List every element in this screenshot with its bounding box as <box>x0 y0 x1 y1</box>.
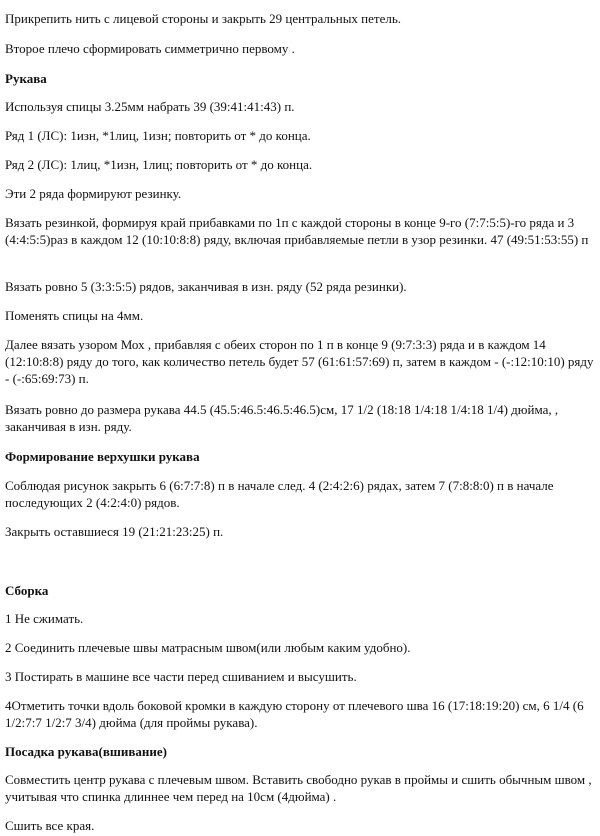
paragraph-step-1: 1 Не сжимать. <box>5 611 84 626</box>
paragraph-sleeve-setting: Совместить центр рукава с плечевым швом. Вставить свободно рукав в проймы и сшить обычным швом , учитывая что спинка длиннее чем перед на 10см (4дюйма) . <box>5 772 592 804</box>
paragraph-sew-edges: Сшить все края. <box>5 818 95 833</box>
paragraph-knit-straight: Вязать ровно 5 (3:3:5:5) рядов, заканчивая в изн. ряду (52 ряда резинки). <box>5 279 407 294</box>
paragraph-cast-on: Используя спицы 3.25мм набрать 39 (39:41:41:43) п. <box>5 99 295 114</box>
heading-assembly: Сборка <box>5 583 49 598</box>
heading-sleeve-setting: Посадка рукава(вшивание) <box>5 744 167 759</box>
paragraph-row-2: Ряд 2 (ЛС): 1лиц, *1изн, 1лиц; повторить от * до конца. <box>5 157 313 172</box>
paragraph-close-center-stitches: Прикрепить нить с лицевой стороны и закрыть 29 центральных петель. <box>5 11 402 26</box>
paragraph-bind-off-remaining: Закрыть оставшиеся 19 (21:21:23:25) п. <box>5 524 224 539</box>
paragraph-rib-note: Эти 2 ряда формируют резинку. <box>5 186 182 201</box>
heading-sleeves: Рукава <box>5 71 47 86</box>
paragraph-row-1: Ряд 1 (ЛС): 1изн, *1лиц, 1изн; повторить от * до конца. <box>5 128 311 143</box>
paragraph-sleeve-length: Вязать ровно до размера рукава 44.5 (45.5:46.5:46.5:46.5)см, 17 1/2 (18:18 1/4:18 1/4:18 1/4) дюйма, , заканчивая в изн. ряду. <box>5 402 559 434</box>
paragraph-rib-increases: Вязать резинкой, формируя край прибавками по 1п с каждой стороны в конце 9-го (7:7:5:5)-го ряда и 3 (4:4:5:5)раз в каждом 12 (10:10:8:8) ряду, включая прибавляемые петли в узор резинки. 47 (49:51:53:55) п <box>5 215 589 247</box>
paragraph-moss-pattern: Далее вязать узором Мох , прибавляя с обеих сторон по 1 п в конце 9 (9:7:3:3) ряда и в каждом 14 (12:10:8:8) ряду до того, как количество петель будет 57 (61:61:57:69) п, затем в каждом - (-:12:10:10) ряду - (-:65:69:73) п. <box>5 337 594 386</box>
paragraph-step-3: 3 Постирать в машине все части перед сшиванием и высушить. <box>5 669 357 684</box>
paragraph-cap-bind-off: Соблюдая рисунок закрыть 6 (6:7:7:8) п в начале след. 4 (2:4:2:6) рядах, затем 7 (7:8:8:0) п в начале последующих 2 (4:2:4:0) рядов. <box>5 478 554 510</box>
paragraph-step-2: 2 Соединить плечевые швы матрасным швом(или любым каким удобно). <box>5 640 411 655</box>
paragraph-second-shoulder: Второе плечо сформировать симметрично первому . <box>5 41 295 56</box>
paragraph-change-needles: Поменять спицы на 4мм. <box>5 308 144 323</box>
heading-sleeve-cap: Формирование верхушки рукава <box>5 449 200 464</box>
paragraph-step-4: 4Отметить точки вдоль боковой кромки в каждую сторону от плечевого шва 16 (17:18:19:20) см, 6 1/4 (6 1/2:7:7 1/2:7 3/4) дюйма (для проймы рукава). <box>5 698 584 730</box>
